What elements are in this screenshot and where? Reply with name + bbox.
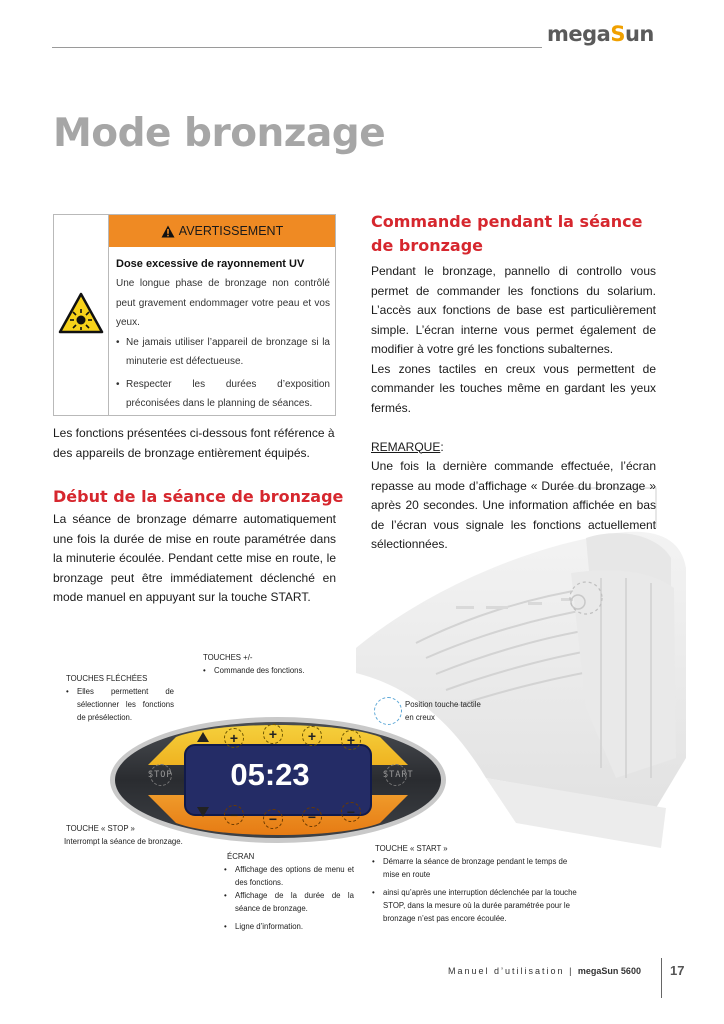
warning-header — [109, 215, 335, 247]
warning-text: Une longue phase de bronzage non contrôlé peut gravement endommager votre peau et vos yeux. — [116, 278, 330, 328]
callout-ecran: ÉCRAN • Affichage des options de menu et des fonctions. • Affichage de la durée de la séance de bronzage. • Ligne d’information. — [224, 852, 354, 931]
touch-zone-marker-icon — [374, 697, 402, 725]
callout-fleches-title: TOUCHES FLÉCHÉES — [66, 674, 148, 683]
minus-button-4[interactable]: − — [341, 802, 361, 822]
callout-stop: TOUCHE « STOP » Interrompt la séance de bronzage. — [66, 822, 206, 848]
footer-divider — [661, 958, 662, 998]
callout-fleches: TOUCHES FLÉCHÉES • Elles permettent de sélectionner les fonctions de présélection. — [66, 674, 174, 722]
uv-radiation-icon — [58, 292, 104, 334]
warning-header-label: AVERTISSEMENT — [178, 224, 284, 238]
remarque-paragraph: Une fois la dernière commande effectuée, l’écran repasse au mode d’affichage « Durée du bronzage » après 20 secondes. Une information affichée en bas de l’écran vous signale les fonctions actuellement sélectionnées. — [371, 459, 656, 551]
plus-button-2[interactable]: + — [263, 724, 283, 744]
plus-button-4[interactable]: + — [341, 730, 361, 750]
warning-icon-column — [54, 215, 109, 415]
debut-paragraph: La séance de bronzage démarre automatiquement une fois la durée de mise en route paramétrée dans la minuterie écoulée. Pendant cette mise en route, le bronzage peut être immédiatement déclenché en mode manuel en appuyant sur la touche START. — [53, 512, 336, 604]
megasun-logo: megaSun — [547, 22, 654, 46]
warning-title: Dose excessive de rayonnement UV — [116, 258, 305, 270]
callout-ecran-title: ÉCRAN — [227, 852, 255, 861]
arrow-up-button[interactable] — [195, 729, 211, 745]
warning-content — [116, 256, 330, 414]
start-button[interactable]: START — [383, 770, 414, 780]
arrow-down-button[interactable] — [195, 804, 211, 820]
timer-display: 05:23 — [230, 757, 310, 792]
commande-paragraph-1: Pendant le bronzage, pannello di controllo vous permet de commander les fonctions du solarium. L’accès aux fonctions de base est particulièrement simple. L’écran interne vous permet également de modifier à votre gré les fonctions subalternes. — [371, 264, 656, 356]
arrow-down-icon — [195, 804, 211, 820]
heading-commande-seance: Commande pendant la séance de bronzage — [371, 212, 643, 255]
warning-bullet: • Respecter les durées d’exposition préconisées dans le planning de séances. — [116, 378, 330, 409]
commande-paragraph-2: Les zones tactiles en creux vous permettent de commander les touches même en gardant les yeux fermés. — [371, 361, 656, 415]
plus-button-3[interactable]: + — [302, 726, 322, 746]
warning-triangle-icon — [161, 225, 175, 238]
minus-button-3[interactable]: − — [302, 807, 322, 827]
heading-debut-seance: Début de la séance de bronzage — [53, 487, 344, 506]
page-title: Mode bronzage — [53, 111, 386, 156]
commande-text-block — [371, 262, 656, 555]
callout-start: TOUCHE « START » • Démarre la séance de bronzage pendant le temps de mise en route • ainsi qu’après une interruption déclenchée par la touche STOP, dans la mesure où la durée paramétrée pour le bronzage n’est pas encore écoulée. — [372, 844, 577, 923]
header-rule — [52, 47, 542, 48]
callout-plus-minus-title: TOUCHES +/- — [203, 653, 253, 662]
start-touch-zone — [385, 764, 407, 786]
plus-button-1[interactable]: + — [224, 728, 244, 748]
warning-box — [53, 214, 336, 416]
remarque-label: REMARQUE — [371, 439, 441, 454]
callout-stop-title: TOUCHE « STOP » — [66, 824, 135, 833]
reference-paragraph: Les fonctions présentées ci-dessous font référence à des appareils de bronzage entièrement équipés. — [53, 426, 335, 460]
stop-button[interactable]: STOP — [148, 770, 173, 780]
page-number: 17 — [670, 963, 685, 978]
minus-button-2[interactable]: − — [263, 809, 283, 829]
callout-plus-minus: TOUCHES +/- • Commande des fonctions. — [203, 651, 333, 677]
arrow-up-icon — [195, 729, 211, 745]
footer-text: Manuel d’utilisation | megaSun 5600 — [448, 966, 641, 976]
callout-position: Position touche tactile en creux — [405, 700, 481, 722]
minus-button-1[interactable]: − — [224, 805, 244, 825]
remarque-label-line: REMARQUE: — [371, 439, 444, 454]
stop-touch-zone — [150, 764, 172, 786]
callout-start-title: TOUCHE « START » — [375, 844, 448, 853]
warning-bullet: • Ne jamais utiliser l’appareil de bronzage si la minuterie est défectueuse. — [116, 336, 330, 367]
